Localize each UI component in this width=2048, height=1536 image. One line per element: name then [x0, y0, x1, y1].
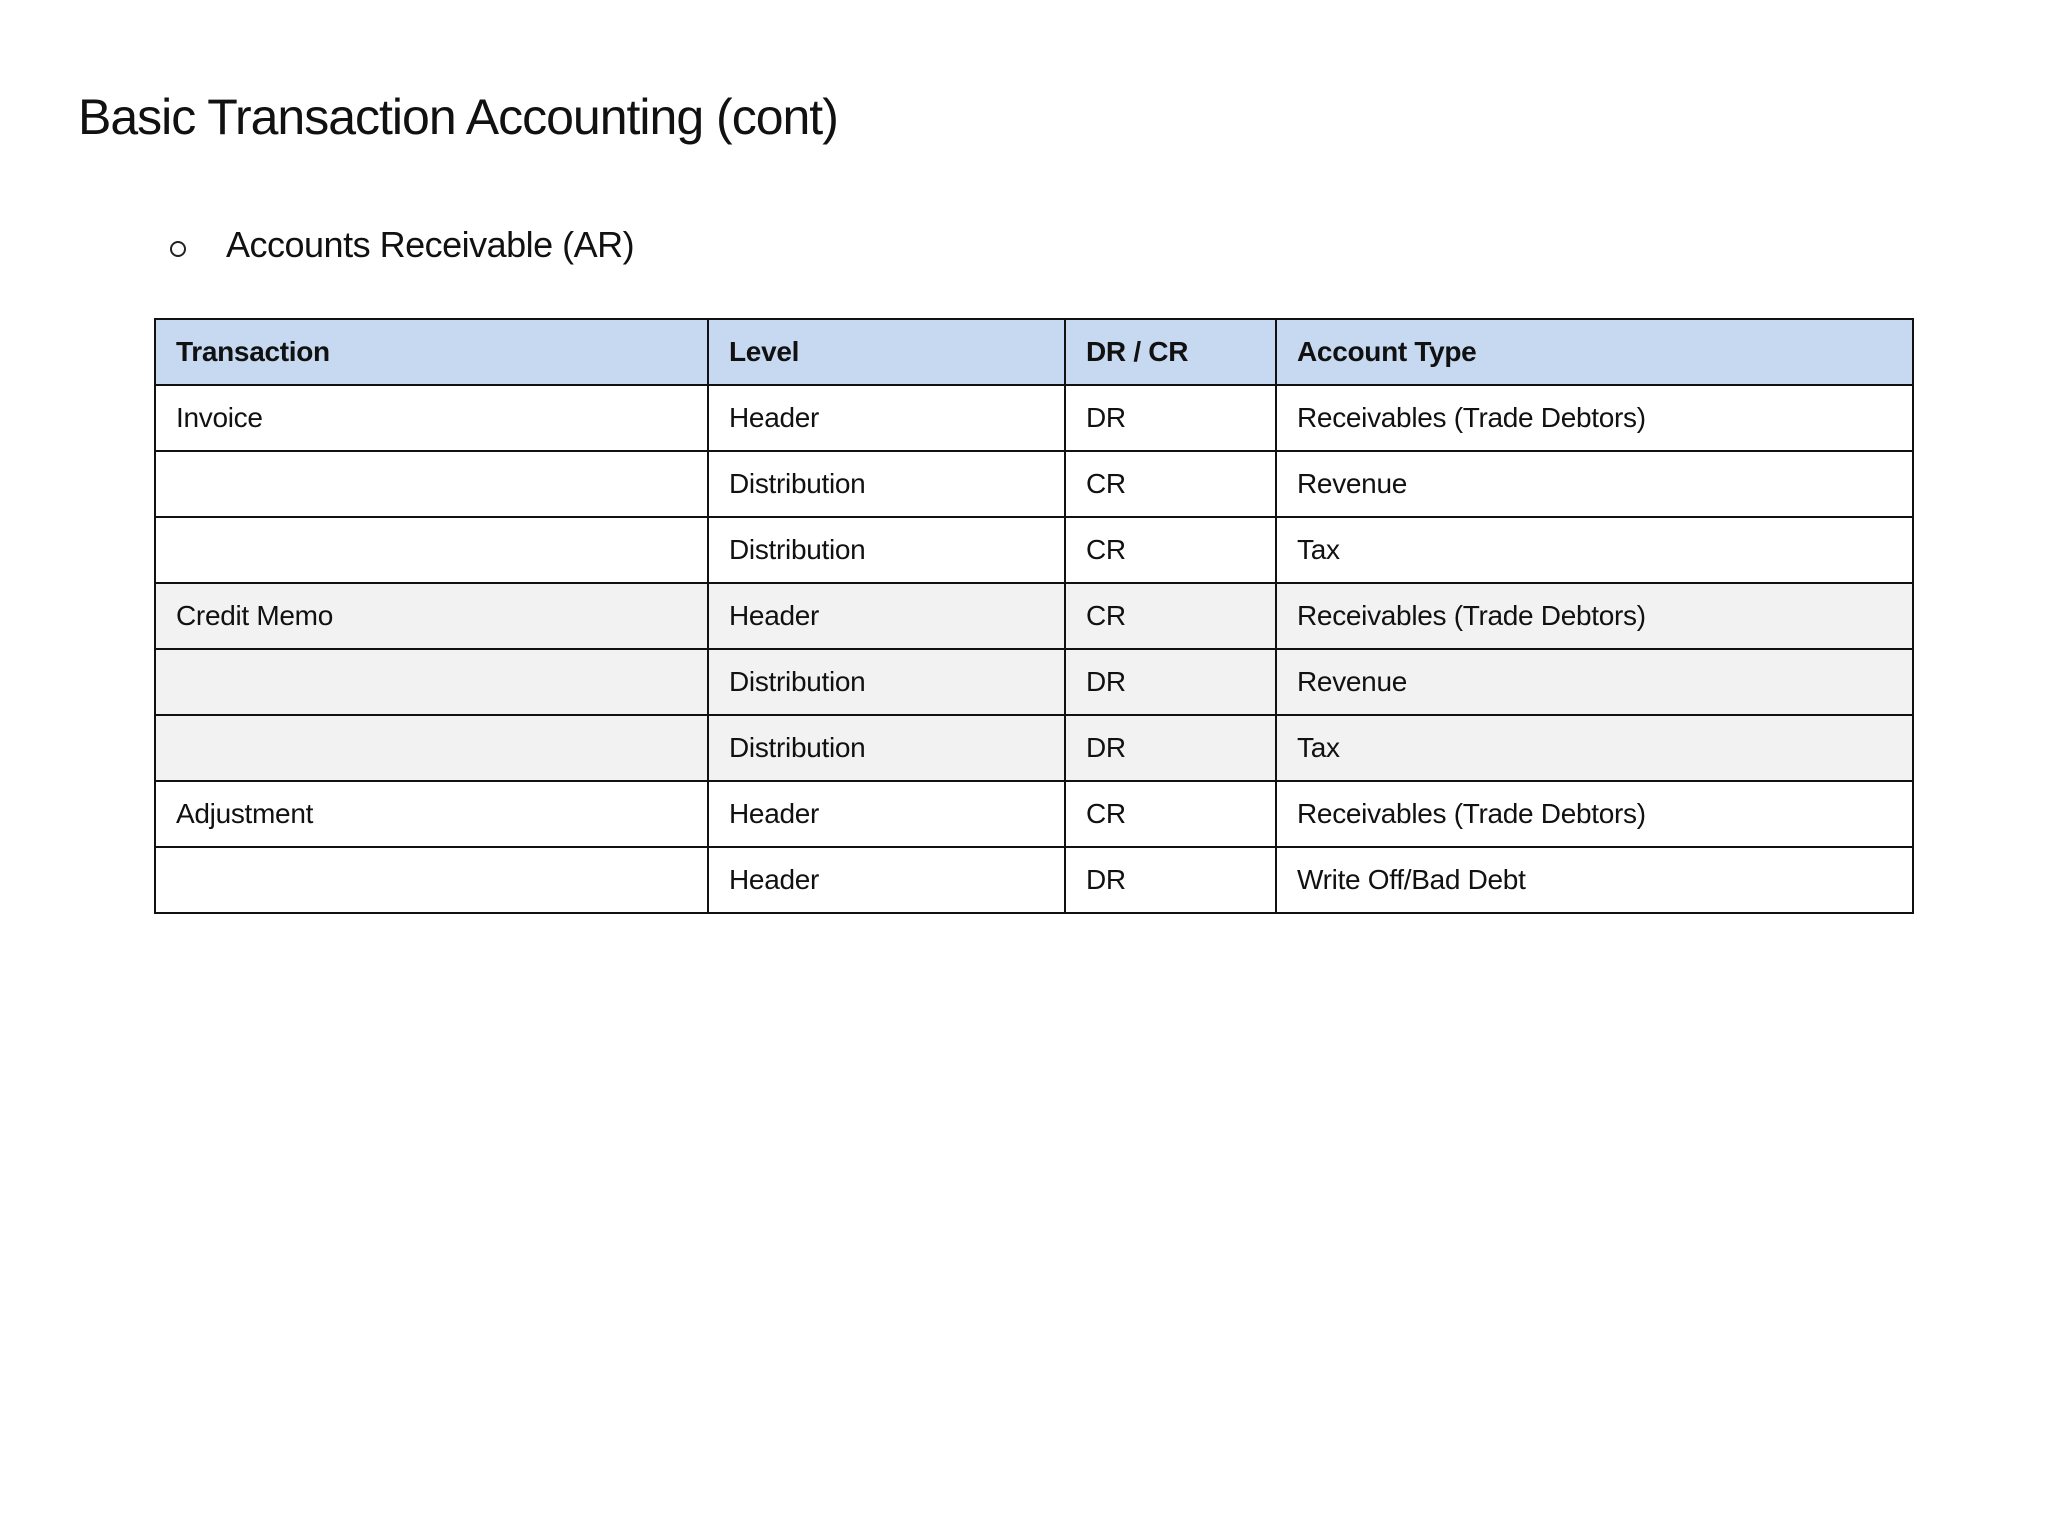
- table-row: [155, 649, 1913, 715]
- cell-account-type: Receivables (Trade Debtors): [1276, 781, 1913, 847]
- cell-drcr: DR: [1065, 385, 1276, 451]
- page-title: Basic Transaction Accounting (cont): [78, 89, 838, 145]
- table-row: [155, 385, 1913, 451]
- table-row: [155, 781, 1913, 847]
- column-header-drcr: DR / CR: [1065, 319, 1276, 385]
- table-row: [155, 517, 1913, 583]
- cell-drcr: CR: [1065, 583, 1276, 649]
- cell-account-type: Receivables (Trade Debtors): [1276, 385, 1913, 451]
- hollow-circle-bullet-icon: [170, 241, 186, 257]
- column-header-level: Level: [708, 319, 1065, 385]
- cell-level: Header: [708, 385, 1065, 451]
- cell-transaction: [155, 451, 708, 517]
- cell-transaction: Adjustment: [155, 781, 708, 847]
- cell-transaction: [155, 517, 708, 583]
- table-row: [155, 583, 1913, 649]
- bullet-text: Accounts Receivable (AR): [226, 224, 635, 265]
- table-header-row: [155, 319, 1913, 385]
- cell-drcr: DR: [1065, 847, 1276, 913]
- cell-account-type: Tax: [1276, 517, 1913, 583]
- cell-level: Header: [708, 583, 1065, 649]
- cell-account-type: Revenue: [1276, 451, 1913, 517]
- cell-drcr: DR: [1065, 715, 1276, 781]
- cell-transaction: [155, 847, 708, 913]
- cell-level: Distribution: [708, 715, 1065, 781]
- cell-drcr: CR: [1065, 451, 1276, 517]
- cell-transaction: [155, 715, 708, 781]
- cell-level: Distribution: [708, 517, 1065, 583]
- cell-account-type: Receivables (Trade Debtors): [1276, 583, 1913, 649]
- cell-level: Header: [708, 847, 1065, 913]
- cell-level: Distribution: [708, 649, 1065, 715]
- cell-account-type: Revenue: [1276, 649, 1913, 715]
- table-row: [155, 451, 1913, 517]
- column-header-transaction: Transaction: [155, 319, 708, 385]
- cell-level: Header: [708, 781, 1065, 847]
- table-row: [155, 715, 1913, 781]
- cell-drcr: DR: [1065, 649, 1276, 715]
- cell-transaction: Invoice: [155, 385, 708, 451]
- cell-transaction: [155, 649, 708, 715]
- cell-level: Distribution: [708, 451, 1065, 517]
- bullet-item: [170, 224, 634, 266]
- table-row: [155, 847, 1913, 913]
- accounting-table-container: [154, 318, 1912, 914]
- cell-account-type: Write Off/Bad Debt: [1276, 847, 1913, 913]
- cell-drcr: CR: [1065, 781, 1276, 847]
- cell-account-type: Tax: [1276, 715, 1913, 781]
- column-header-account-type: Account Type: [1276, 319, 1913, 385]
- cell-transaction: Credit Memo: [155, 583, 708, 649]
- accounting-table: [154, 318, 1914, 914]
- cell-drcr: CR: [1065, 517, 1276, 583]
